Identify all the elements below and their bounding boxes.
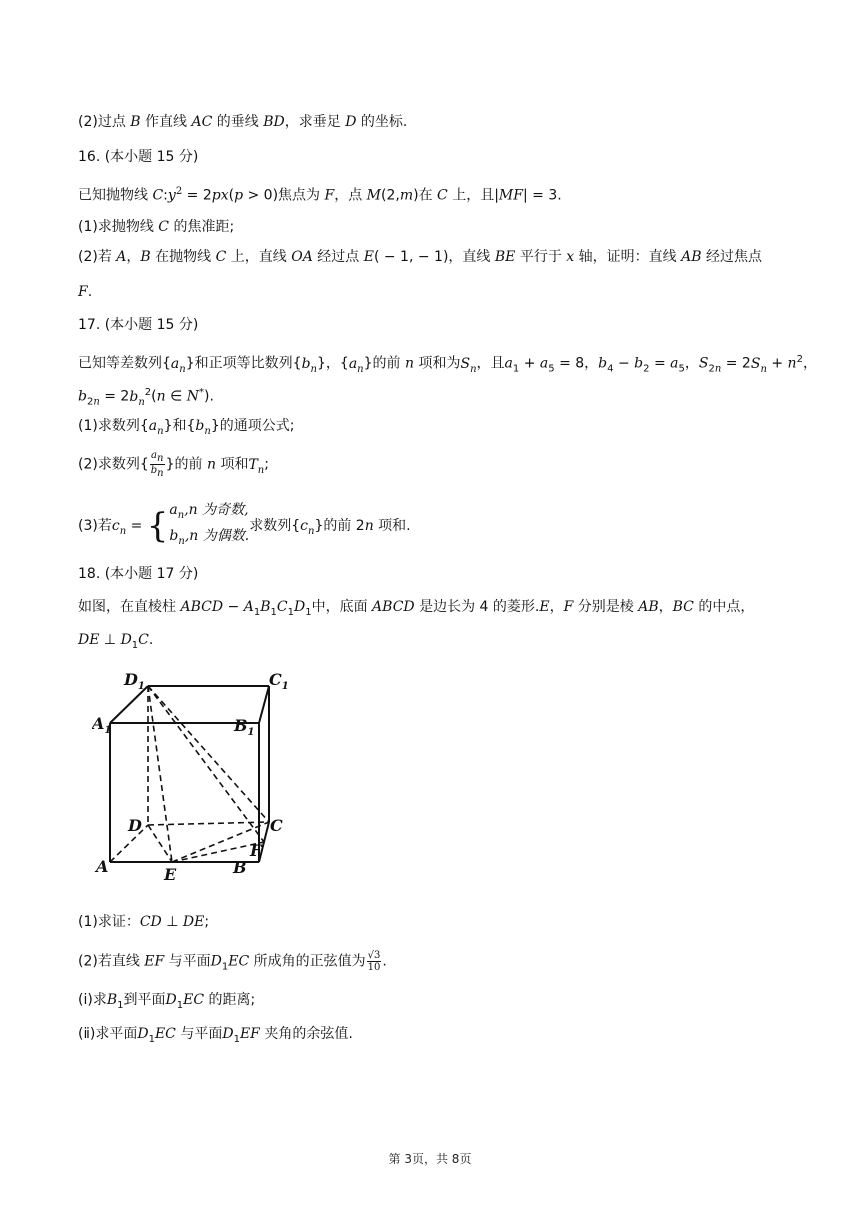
q15-part2 <box>78 112 407 132</box>
edge-B1C1 <box>259 686 269 723</box>
label-A: A <box>96 857 109 876</box>
q17-part2: (2)求数列{ $\frac{a_n}{b_n}$ }的前 n 项和$T_n$; <box>78 450 269 479</box>
label-C: C <box>270 816 283 835</box>
label-D: D <box>128 816 142 835</box>
q17-part1: (1)求数列$\{a_n\}$和$\{b_n\}$的通项公式; <box>78 418 295 437</box>
q16-header: 16. (本小题 15 分) <box>78 149 199 165</box>
q17-stem-line2: $b_{2n} = 2b_n^2(n$ ∈ N*). <box>78 387 214 408</box>
label-B: B <box>233 858 247 877</box>
label-D1: $D_1$ <box>124 670 145 692</box>
q18-part2: (2)若直线 EF 与平面$D_1EC$ 所成角的正弦值为 $\frac{√3}{10}$ . <box>78 950 387 973</box>
q18-part1: (1)求证：CD ⊥ DE; <box>78 914 210 930</box>
q18-header: 18. (本小题 17 分) <box>78 566 199 582</box>
label-E: E <box>164 865 177 882</box>
q17-stem-line1: 已知等差数列$\{a_n\}$和正项等比数列$\{b_n\}$，$\{a_n\}$的前 n 项和为$S_n$，且$a_1 + a_5 = 8$，$b_4 - b_2 = a_5$，$S_{2n} = 2S_n + n^2$， <box>78 354 817 375</box>
q17-header: 17. (本小题 15 分) <box>78 317 199 333</box>
q18-part2-ii: (ⅱ)求平面$D_1EC$ 与平面$D_1EF$ 夹角的余弦值. <box>78 1026 353 1045</box>
q15-part2-text: (2)过点 B 作直线 AC 的垂线 BD，求垂足 D 的坐标. <box>78 114 408 130</box>
prism-figure <box>92 667 302 882</box>
q18-stem-line1: 如图，在直棱柱 ABCD − $A_1B_1C_1D_1$中，底面 ABCD 是边长为 4 的菱形.E，F 分别是棱 AB，BC 的中点， <box>78 599 755 618</box>
seg-D1C <box>148 686 269 822</box>
q17-part3: (3)若$c_n$ = { $a_n,n$ 为奇数, $b_n,n$ 为偶数. 求数列$\{c_n\}$的前 2n 项和. <box>78 502 411 547</box>
q16-stem: 已知抛物线 $C:y^2 = 2px(p > 0)$焦点为 F，点 M(2,m)在 C 上，且|MF| = 3. <box>78 186 562 204</box>
label-B1: $B_1$ <box>234 716 255 738</box>
label-A1: $A_1$ <box>92 714 112 736</box>
page-footer: 第 3页，共 8页 <box>388 1152 472 1166</box>
q16-part2-line2: F. <box>78 284 93 300</box>
q16-part1: (1)求抛物线 C 的焦准距; <box>78 219 235 235</box>
q16-part2-line1: (2)若 A，B 在抛物线 C 上，直线 OA 经过点 E( − 1, − 1)，直线 BE 平行于 x 轴，证明：直线 AB 经过焦点 <box>78 249 762 265</box>
q18-part2-i: (ⅰ)求$B_1$到平面$D_1EC$ 的距离; <box>78 992 256 1011</box>
q18-stem-line2: DE ⊥ $D_1C$. <box>78 632 154 651</box>
label-C1: $C_1$ <box>269 670 289 692</box>
label-F: F <box>250 841 262 860</box>
